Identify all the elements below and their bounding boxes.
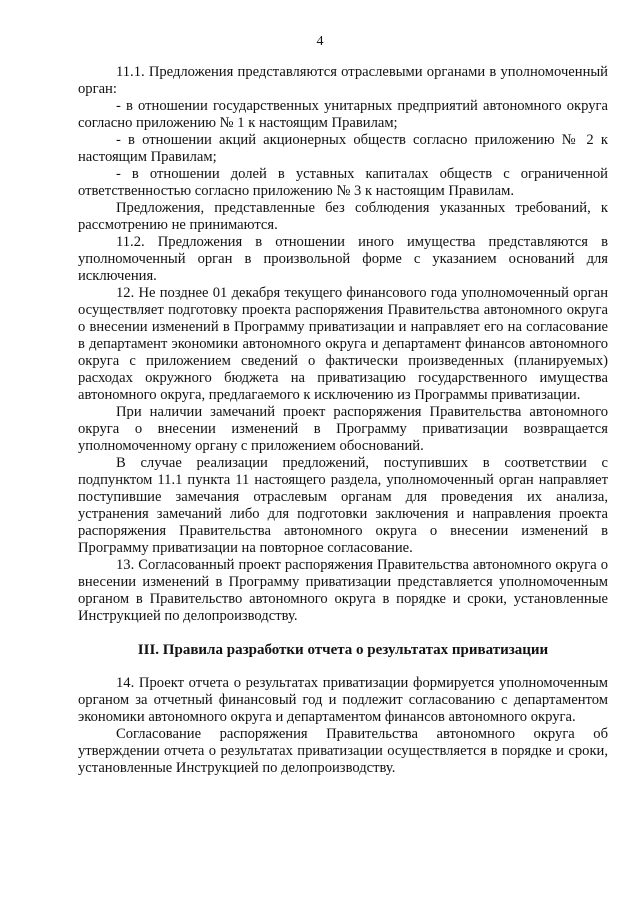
paragraph-12: 12. Не позднее 01 декабря текущего финансового года уполномоченный орган осуществляет подготовку проекта распоряжения Правительства автономного округа о внесении изменений в Программу приватизации и направляет его на согласование в департамент экономики автономного округа и департамент финансов автономного округа с приложением сведений о фактически произведенных (планируемых) расходах окружного бюджета на приватизацию государственного имущества автономного округа, предлагаемого к исключению из Программы приватизации.: [78, 285, 608, 403]
list-item-unitary-enterprises: - в отношении государственных унитарных предприятий автономного округа согласно приложению № 1 к настоящим Правилам;: [78, 98, 608, 131]
paragraph-implementation: В случае реализации предложений, поступивших в соответствии с подпунктом 11.1 пункта 11 настоящего раздела, уполномоченный орган направляет поступившие замечания отраслевым органам для проведения их анализа, устранения замечаний либо для подготовки заключения и направления проекта распоряжения Правительства автономного округа о внесении изменений в Программу приватизации на повторное согласование.: [78, 455, 608, 556]
paragraph-remarks: При наличии замечаний проект распоряжения Правительства автономного округа о внесении изменений в Программу приватизации возвращается уполномоченному органу с приложением обоснований.: [78, 404, 608, 454]
paragraph-11-1: 11.1. Предложения представляются отраслевыми органами в уполномоченный орган:: [78, 64, 608, 97]
paragraph-14: 14. Проект отчета о результатах приватизации формируется уполномоченным органом за отчетный финансовый год и подлежит согласованию с департаментом экономики автономного округа и департаментом финансов автономного округа.: [78, 675, 608, 725]
document-body: [78, 64, 608, 777]
paragraph-11-2: 11.2. Предложения в отношении иного имущества представляются в уполномоченный орган в произвольной форме с указанием оснований для исключения.: [78, 234, 608, 284]
list-item-shares: - в отношении акций акционерных обществ согласно приложению № 2 к настоящим Правилам;: [78, 132, 608, 165]
section-heading: III. Правила разработки отчета о результатах приватизации: [137, 642, 549, 658]
paragraph-approval: Согласование распоряжения Правительства автономного округа об утверждении отчета о результатах приватизации осуществляется в порядке и сроки, установленные Инструкцией по делопроизводству.: [78, 726, 608, 776]
spacer: [78, 625, 608, 641]
page-number: 4: [316, 34, 324, 49]
paragraph-13: 13. Согласованный проект распоряжения Правительства автономного округа о внесении изменений в Программу приватизации представляется уполномоченным органом в Правительство автономного округа в порядке и сроки, установленные Инструкцией по делопроизводству.: [78, 557, 608, 624]
paragraph-not-accepted: Предложения, представленные без соблюдения указанных требований, к рассмотрению не принимаются.: [78, 200, 608, 233]
list-item-stakes: - в отношении долей в уставных капиталах обществ с ограниченной ответственностью согласно приложению № 3 к настоящим Правилам.: [78, 166, 608, 199]
spacer: [78, 659, 608, 675]
